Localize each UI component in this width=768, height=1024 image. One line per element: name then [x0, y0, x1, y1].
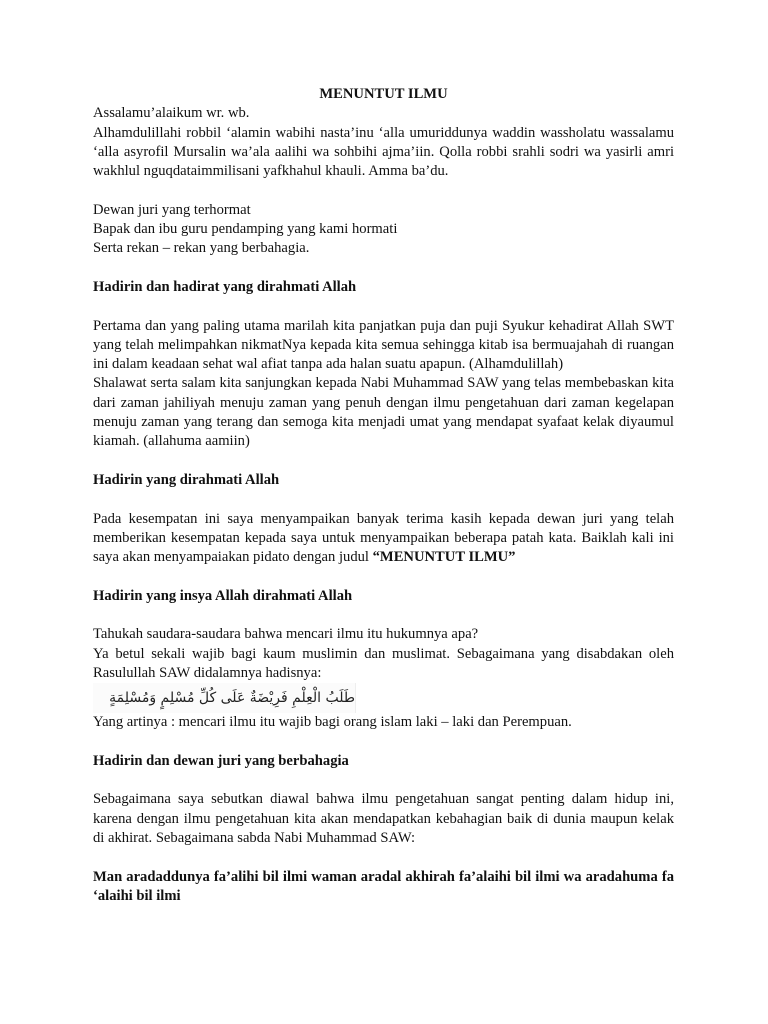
blank-line: [93, 181, 674, 200]
paragraph-praise: Pertama dan yang paling utama marilah kita panjatkan puja dan puji Syukur kehadirat Allah SWT yang telah melimpahkan nikmatNya kepada kita semua sehingga kitab isa bermuajahah di ruangan ini dalam keadaan sehat wal afiat tanpa ada halan suatu apapun. (Alhamdulillah): [93, 317, 674, 373]
address-jury: Dewan juri yang terhormat: [93, 201, 251, 218]
section-heading: Hadirin dan dewan juri yang berbahagia: [93, 752, 349, 769]
paragraph-obligation: Ya betul sekali wajib bagi kaum muslimin dan muslimat. Sebagaimana yang disabdakan oleh Rasulullah SAW didalamnya hadisnya:: [93, 645, 674, 681]
hadith-translation: Yang artinya : mencari ilmu itu wajib bagi orang islam laki – laki dan Perempuan.: [93, 714, 572, 731]
paragraph-importance: Sebagaimana saya sebutkan diawal bahwa ilmu pengetahuan sangat penting dalam hidup ini, karena dengan ilmu pengetahuan kita akan mendapatkan kebahagian baik di dunia maupun kelak di akhirat. Sebagaimana sabda Nabi Muhammad SAW:: [93, 791, 674, 846]
paragraph-shalawat: Shalawat serta salam kita sanjungkan kepada Nabi Muhammad SAW yang telas membebaskan kita dari zaman jahiliyah menuju zaman yang penuh dengan ilmu pengetahuan dari zaman kegelapan menuju zaman yang terang dan semoga kita menjadi umat yang mendapat syafaat kelak diyaumul kiamah. (allahuma aamiin): [93, 375, 674, 450]
paragraph-thanks: [93, 510, 674, 568]
blank-line: [93, 297, 674, 316]
address-friends: Serta rekan – rekan yang berbahagia.: [93, 240, 310, 257]
speech-title-inline: “MENUNTUT ILMU”: [372, 549, 516, 566]
question-line: Tahukah saudara-saudara bahwa mencari ilmu itu hukumnya apa?: [93, 626, 479, 643]
section-heading: Hadirin dan hadirat yang dirahmati Allah: [93, 278, 357, 295]
blank-line: [93, 490, 674, 509]
hadith-arabic-image: طَلَبُ الْعِلْمِ فَرِيْضَةٌ عَلَى كُلِّ مُسْلِمٍ وَمُسْلِمَةٍ: [93, 683, 356, 713]
blank-line: [93, 567, 674, 586]
blank-line: [93, 606, 674, 625]
greeting-salam: Assalamu’alaikum wr. wb.: [93, 105, 250, 122]
blank-line: [93, 771, 674, 790]
blank-line: [93, 848, 674, 867]
address-teachers: Bapak dan ibu guru pendamping yang kami hormati: [93, 221, 398, 238]
section-heading: Hadirin yang insya Allah dirahmati Allah: [93, 587, 353, 604]
blank-line: [93, 733, 674, 752]
paragraph-thanks-text: Pada kesempatan ini saya menyampaikan banyak terima kasih kepada dewan juri yang telah memberikan kesempatan kepada saya untuk menyampaikan beberapa patah kata. Baiklah kali ini saya akan menyampaiakan pidato dengan judul: [93, 510, 674, 566]
blank-line: [93, 452, 674, 471]
hadith-quote-bold: Man aradaddunya fa’alihi bil ilmi waman aradal akhirah fa’alaihi bil ilmi wa aradahuma fa ‘alaihi bil ilmi: [93, 868, 674, 904]
greeting-hamdalah: Alhamdulillahi robbil ‘alamin wabihi nasta’inu ‘alla umuriddunya waddin wassholatu wassalamu ‘alla asyrofil Mursalin wa’ala aalihi wa sohbihi ajma’iin. Qolla robbi srahli sodri wa yasirli amri wakhlul nguqdataimmilisani yafkhahul khauli. Amma ba’du.: [93, 124, 674, 180]
document-page: [93, 85, 674, 906]
document-title: MENUNTUT ILMU: [319, 86, 448, 102]
blank-line: [93, 259, 674, 278]
section-heading: Hadirin yang dirahmati Allah: [93, 471, 280, 488]
